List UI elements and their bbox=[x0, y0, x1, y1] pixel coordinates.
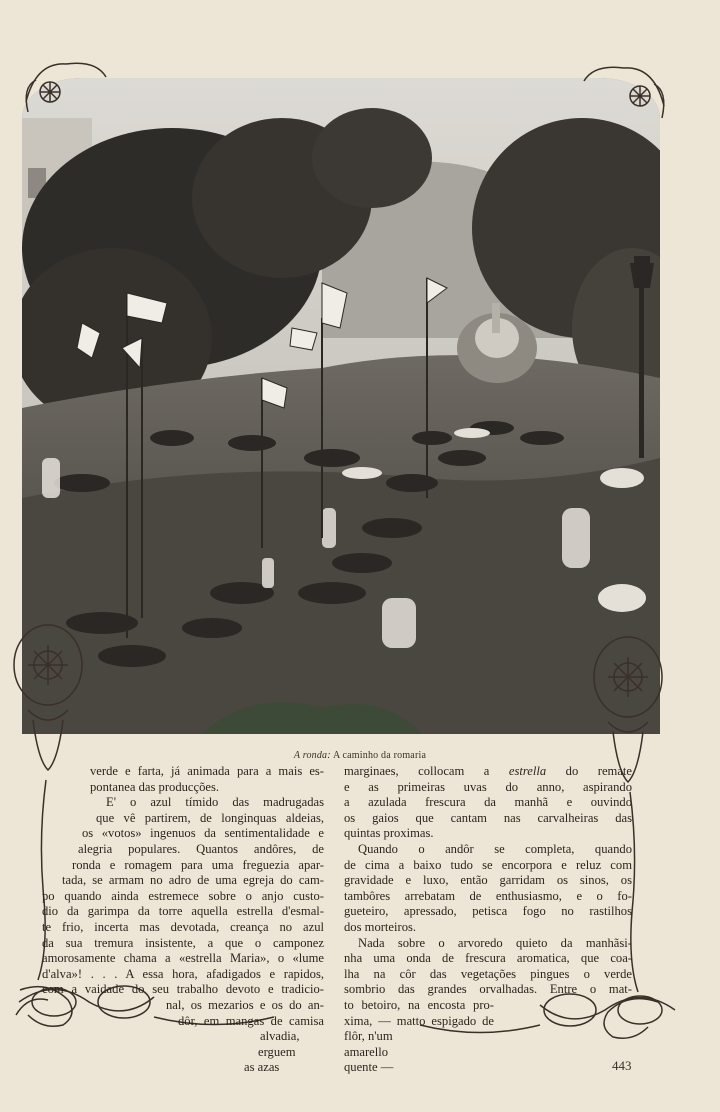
text-line: to betoiro, na encosta pro- bbox=[344, 997, 494, 1012]
text-line: tambôres arrebatam de enthusiasmo, e o fo- bbox=[344, 888, 632, 903]
text-line: amarello bbox=[344, 1044, 389, 1059]
text-line: a azulada frescura da manhã e ouvindo bbox=[344, 795, 632, 810]
text-line: dôr, em mangas de camisa bbox=[178, 1013, 324, 1028]
text-line: verde e farta, já animada para a mais es- bbox=[90, 764, 324, 778]
text-line: dos morteiros. bbox=[344, 919, 417, 934]
photo-scene bbox=[22, 78, 660, 734]
text-line: os gaios que cantam nas carvalheiras das bbox=[344, 810, 632, 825]
text-line: quintas proximas. bbox=[344, 826, 434, 841]
text-line: flôr, n'um bbox=[344, 1029, 393, 1044]
emphasis-word: estrella bbox=[508, 764, 547, 778]
text-line: nal, os mezarios e os do an- bbox=[166, 997, 324, 1012]
text-fragment: marginaes, collocam a bbox=[344, 764, 490, 778]
text-line: alvadia, bbox=[260, 1029, 300, 1044]
text-line: tada, se armam no adro de uma egreja do cam- bbox=[62, 873, 324, 888]
caption-text: A caminho da romaria bbox=[332, 750, 427, 761]
text-line: sombrio das grandes orvalhadas. Entre o mat- bbox=[344, 982, 632, 997]
text-line: d'alva»! . . . A essa hora, afadigados e rapidos, bbox=[42, 966, 324, 981]
caption-label: A ronda: bbox=[293, 750, 331, 761]
text-line: pontanea das producções. bbox=[90, 779, 220, 794]
top-left-ornament bbox=[16, 52, 116, 122]
text-line: nha uma onda de frescura aromatica, que coa- bbox=[344, 951, 632, 966]
page-number: 443 bbox=[612, 1058, 632, 1073]
text-line: dio da garimpa da torre aquella estrella d'esmal- bbox=[42, 904, 324, 919]
text-line: alegria populares. Quantos andôres, de bbox=[78, 841, 324, 856]
text-line: que vê partirem, de longinquas aldeias, bbox=[96, 810, 324, 825]
text-line: amorosamente chama a «estrella Maria», o «lume bbox=[42, 951, 324, 966]
text-line: te frio, incerta mas devotada, creança no azul bbox=[42, 919, 324, 934]
text-line: E' o azul tímido das madrugadas bbox=[106, 795, 324, 810]
text-line: Nada sobre o arvoredo quieto da manhãsi- bbox=[358, 935, 632, 950]
text-line: com a vaidade do seu trabalho devoto e tradicio- bbox=[42, 982, 324, 997]
right-text-column bbox=[344, 764, 632, 1076]
text-line: da sua tremura insistente, a que o camponez bbox=[42, 935, 324, 950]
procession-photograph bbox=[22, 78, 660, 734]
photo-caption bbox=[0, 750, 720, 761]
text-line: quente — bbox=[344, 1060, 394, 1075]
text-line: de cima a baixo tudo se encorpora e reluz com bbox=[344, 857, 632, 872]
text-fragment: do remate bbox=[565, 764, 633, 778]
text-line: po quando ainda estremece sobre o anjo custo- bbox=[42, 888, 324, 903]
text-line: gueteiro, apressado, petisca fogo no rastilhos bbox=[344, 904, 632, 919]
text-line: Quando o andôr se completa, quando bbox=[358, 841, 632, 856]
text-line: xima, — matto espigado de bbox=[344, 1013, 494, 1028]
text-line: ronda e romagem para uma freguezia apar- bbox=[72, 857, 324, 872]
text-line: e as primeiras uvas do anno, aspirando bbox=[344, 779, 632, 794]
text-line: lha na côr das vegetações pingues o verde bbox=[344, 966, 632, 981]
text-line: os «votos» ingenuos da sentimentalidade e bbox=[82, 826, 324, 841]
text-line bbox=[344, 764, 632, 780]
text-line: gravidade e luxo, então garridam os sinos, os bbox=[344, 873, 632, 888]
text-line: as azas bbox=[244, 1060, 280, 1075]
top-right-ornament bbox=[574, 56, 674, 126]
text-line: erguem bbox=[258, 1044, 296, 1059]
left-text-column bbox=[42, 764, 324, 1076]
